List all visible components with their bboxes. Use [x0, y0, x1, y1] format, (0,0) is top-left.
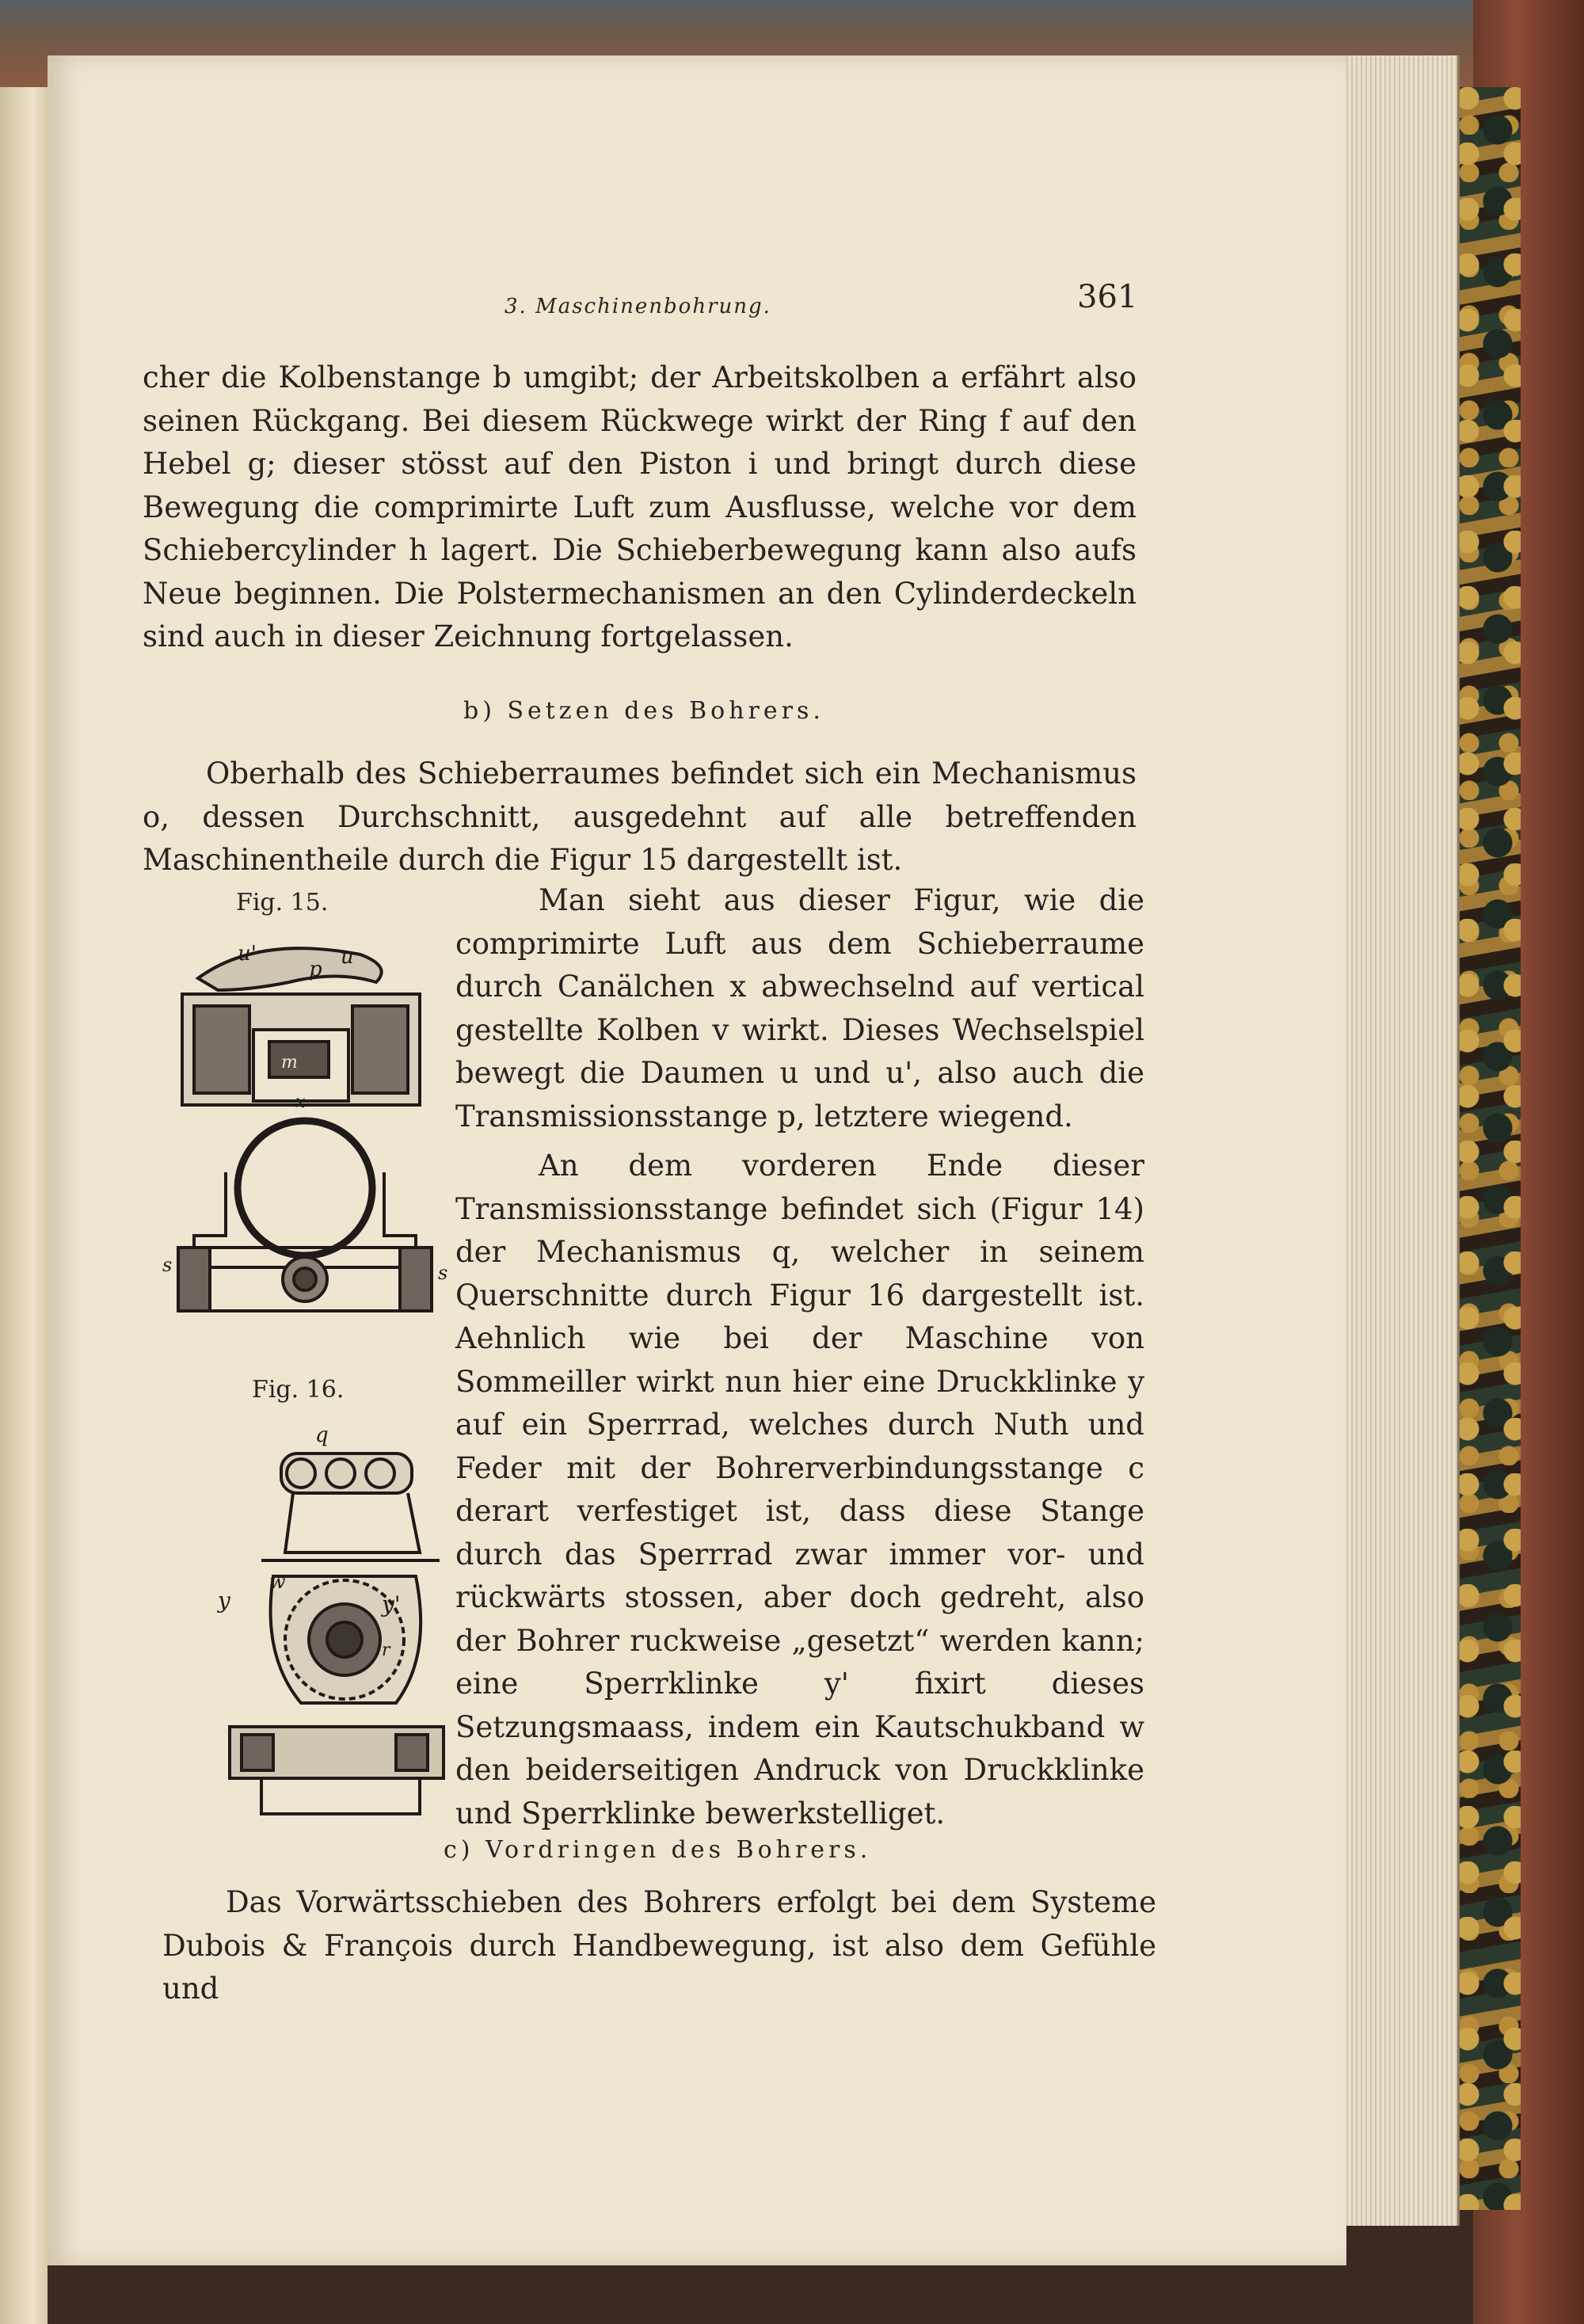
section-heading-b: b) Setzen des Bohrers. — [463, 697, 824, 725]
page-stack-edges — [1338, 55, 1460, 2226]
fig16-label-w: w — [269, 1571, 286, 1593]
paragraph-2: Oberhalb des Schieberraumes befindet sich ein Mechanismus o, dessen Durchschnitt, ausgedehnt auf alle betreffenden Maschinentheile durch die Figur 15 dargestellt ist. — [143, 756, 1137, 877]
paragraph-5: Das Vorwärtsschieben des Bohrers erfolgt bei dem Systeme Dubois & François durch Handbewegung, ist also dem Gefühle und — [162, 1885, 1156, 2006]
paragraph-3: Man sieht aus dieser Figur, wie die comprimirte Luft aus dem Schieberraume durch Canälchen x abwechselnd auf vertical gestellte Kolben v wirkt. Dieses Wechselspiel bewegt die Daumen u und u', also auch die Transmissionsstange p, letztere wiegend. — [455, 883, 1144, 1133]
fig16-label-q: q — [315, 1423, 329, 1447]
page-number: 361 — [1077, 279, 1138, 315]
fig16-label-y: y — [218, 1587, 230, 1613]
fig16-label-y-prime: y' — [382, 1591, 401, 1617]
paragraph-4-container — [455, 1145, 1144, 1835]
paragraph-5-container — [162, 1881, 1156, 2011]
paragraph-4: An dem vorderen Ende dieser Transmissionsstange befindet sich (Figur 14) der Mechanismus q, welcher in seinem Querschnitte durch Figur 16 dargestellt ist. Aehnlich wie bei der Maschine von Sommeiller wirkt nun hier eine Druckklinke y auf ein Sperrrad, welches durch Nuth und Feder mit der Bohrerverbindungsstange c derart verfestiget ist, dass diese Stange durch das Sperrrad zwar immer vor- und rückwärts stossen, aber doch gedreht, also der Bohrer ruckweise „gesetzt“ werden kann; eine Sperrklinke y' fixirt dieses Setzungsmaass, indem ein Kautschukband w den beiderseitigen Andruck von Druckklinke und Sperrklinke bewerkstelliget. — [455, 1149, 1144, 1831]
fig15-label-s-left: s — [162, 1254, 173, 1276]
fig15-label-m: m — [281, 1053, 298, 1072]
paragraph-3-container — [455, 879, 1144, 1138]
running-head: 3. Maschinenbohrung. — [505, 295, 771, 318]
marbled-endpaper — [1453, 87, 1521, 2210]
fig15-label-u: u — [341, 945, 354, 969]
paragraph-1-container — [143, 356, 1137, 659]
fig15-label-u-prime: u' — [238, 942, 257, 966]
paragraph-1: cher die Kolbenstange b umgibt; der Arbeitskolben a erfährt also seinen Rückgang. Bei diesem Rückwege wirkt der Ring f auf den Hebel g; dieser stösst auf den Piston i und bringt durch diese Bewegung die comprimirte Luft zum Ausflusse, welche vor dem Schiebercylinder h lagert. Die Schieberbewegung kann also aufs Neue beginnen. Die Polstermechanismen an den Cylinderdeckeln sind auch in dieser Zeichnung fortgelassen. — [143, 360, 1137, 653]
fig15-label-x: x — [295, 1092, 306, 1112]
figure-15-caption: Fig. 15. — [236, 889, 329, 916]
section-heading-c: c) Vordringen des Bohrers. — [444, 1836, 872, 1864]
fig15-label-p: p — [309, 958, 322, 981]
paragraph-2-container — [143, 752, 1137, 882]
figure-15-drawing — [162, 935, 447, 1315]
figure-16-caption: Fig. 16. — [252, 1376, 345, 1404]
fig15-label-s-right: s — [438, 1262, 447, 1284]
fig16-label-r: r — [382, 1640, 390, 1660]
figure-16-drawing — [214, 1418, 451, 1830]
facing-page-edge — [0, 55, 48, 2324]
